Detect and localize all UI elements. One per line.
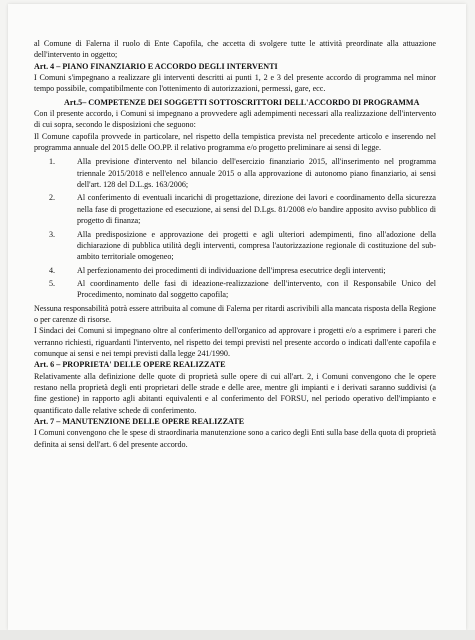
list-item (34, 156, 436, 190)
article-5-paragraph-3: Nessuna responsabilità potrà essere attribuita al comune di Falerna per ritardi ascrivibili alla mancata risposta della Regione o per carenze di risorse. (34, 303, 436, 324)
list-item-number: 3. (49, 229, 56, 239)
article-4-heading: Art. 4 – PIANO FINANZIARIO E ACCORDO DEGLI INTERVENTI (34, 61, 278, 71)
list-item-number: 1. (49, 157, 56, 167)
article-4-text: I Comuni s'impegnano a realizzare gli interventi descritti ai punti 1, 2 e 3 del presente accordo di programma nel minor tempo possibile, compatibilmente con l'ottenimento di autorizzazioni, permessi, gare, ecc. (34, 73, 436, 94)
list-item (34, 265, 436, 276)
list-item-number: 5. (49, 278, 56, 288)
list-item (34, 278, 436, 301)
obligations-list (34, 156, 436, 300)
list-item-text: Alla previsione d'intervento nel bilancio dell'esercizio finanziario 2015, all'inserimento nel programma triennale 2015/2018 e nell'elenco annuale 2015 o alla approvazione di autonomo piano finanziario, ai sensi dell'art. 128 del D.L.gs. 163/2006; (77, 157, 436, 190)
article-7-text: I Comuni convengono che le spese di straordinaria manutenzione sono a carico degli Enti sulla base della quota di proprietà definita ai sensi dell'art. 6 del presente accordo. (34, 428, 436, 449)
list-item (34, 192, 436, 226)
article-5-paragraph-1: Con il presente accordo, i Comuni si impegnano a provvedere agli adempimenti necessari alla realizzazione dell'intervento di cui sopra, secondo le disposizioni che seguono: (34, 109, 436, 130)
article-5-paragraph-2: Il Comune capofila provvede in particolare, nel rispetto della tempistica prevista nel precedente articolo e inserendo nel programma annuale del 2015 delle OO.PP. il relativo programma e/o progetto preliminare ai sensi di legge. (34, 131, 436, 153)
list-item-number: 4. (49, 265, 56, 275)
article-6-text: Relativamente alla definizione delle quote di proprietà sulle opere di cui all'art. 2, i Comuni convengono che le opere restano nella proprietà degli enti proprietari delle strade e delle aree, mentre gli impianti e i derivati saranno suddivisi (a fine gestione) in rapporto agli abitanti equivalenti e al conferimento del FORSU, nel periodo operativo dell'impianto e quantificato dalle relative schede di conferimento. (34, 371, 436, 415)
document-page (8, 4, 466, 630)
article-7-heading: Art. 7 – MANUTENZIONE DELLE OPERE REALIZZATE (34, 417, 245, 426)
document-body (34, 38, 436, 450)
article-6-heading: Art. 6 – PROPRIETA' DELLE OPERE REALIZZATE (34, 360, 226, 370)
list-item-text: Al conferimento di eventuali incarichi di progettazione, direzione dei lavori e coordinamento della sicurezza nella fase di progettazione ed esecuzione, ai sensi del D.Lgs. 81/2008 e/o bandire apposito avviso pubblico di progetto di finanza; (77, 193, 436, 226)
list-item-text: Al perfezionamento dei procedimenti di individuazione dell'impresa esecutrice degli interventi; (77, 265, 386, 275)
intro-paragraph: al Comune di Falerna il ruolo di Ente Capofila, che accetta di svolgere tutte le attività preordinate alla attuazione dell'intervento in oggetto; (34, 39, 436, 60)
list-item (34, 229, 436, 263)
scan-bottom-edge (0, 630, 475, 640)
article-5-paragraph-4: I Sindaci dei Comuni si impegnano oltre al conferimento dell'organico ad approvare i progetti e/o a esprimere i pareri che verranno richiesti, riguardanti l'intervento, nel rispetto dei tempi previsti nel presente accordo o indicati dall'ente capofila e comunque ai sensi e nei tempi previsti dalla legge 241/1990. (34, 326, 436, 358)
list-item-text: Alla predisposizione e approvazione dei progetti e agli ulteriori adempimenti, fino all'adozione della dichiarazione di pubblica utilità degli interventi, compresa l'autorizzazione regionale di costituzione del sub-ambito territoriale omogeneo; (77, 229, 436, 262)
article-5-heading: Art.5– COMPETENZE DEI SOGGETTI SOTTOSCRITTORI DELL'ACCORDO DI PROGRAMMA (64, 97, 420, 107)
list-item-number: 2. (49, 193, 56, 203)
list-item-text: Al coordinamento delle fasi di ideazione-realizzazione dell'intervento, con il Responsabile Unico del Procedimento, nominato dal soggetto capofila; (77, 278, 436, 300)
